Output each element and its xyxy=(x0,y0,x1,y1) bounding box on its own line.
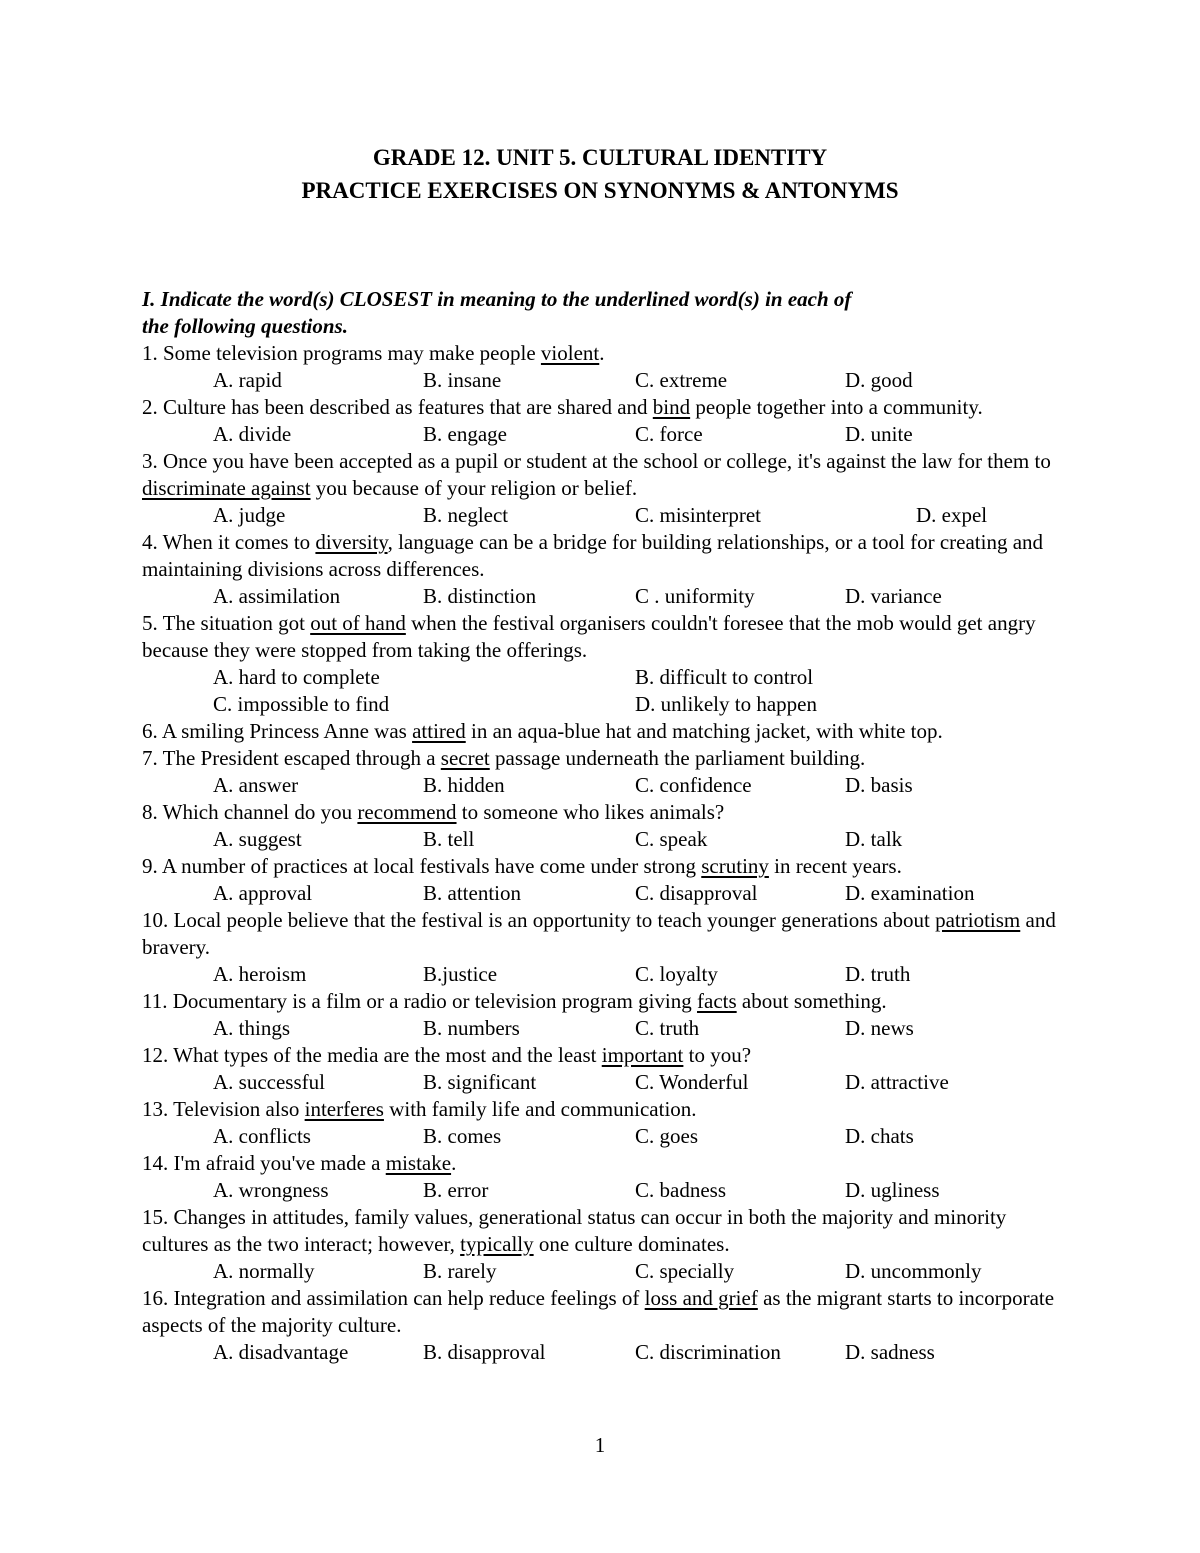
question-stem: 12. What types of the media are the most and the least xyxy=(142,1043,602,1067)
answer-option[interactable]: D. sadness xyxy=(845,1340,935,1364)
question-stem: 5. The situation got xyxy=(142,611,311,635)
answer-option[interactable]: D. truth xyxy=(845,962,911,986)
answer-option[interactable]: B. significant xyxy=(423,1070,537,1094)
question-item xyxy=(142,1204,1062,1285)
question-stem: 7. The President escaped through a xyxy=(142,746,441,770)
answer-option[interactable]: A. things xyxy=(213,1016,291,1040)
question-item xyxy=(142,1285,1062,1366)
question-text xyxy=(142,1150,1062,1177)
answer-option[interactable]: A. normally xyxy=(213,1259,315,1283)
answer-option[interactable]: B. rarely xyxy=(423,1259,497,1283)
answer-option[interactable]: D. basis xyxy=(845,773,913,797)
answer-option[interactable]: D. uncommonly xyxy=(845,1259,982,1283)
question-item xyxy=(142,1042,1062,1096)
question-stem-end: about something. xyxy=(736,989,887,1013)
answer-option[interactable]: A. assimilation xyxy=(213,584,341,608)
answer-option[interactable]: C. specially xyxy=(635,1259,735,1283)
question-text xyxy=(142,394,1062,421)
answer-option[interactable]: A. divide xyxy=(213,422,292,446)
question-item xyxy=(142,853,1062,907)
question-stem-end: people together into a community. xyxy=(690,395,983,419)
answer-option[interactable]: C. impossible to find xyxy=(213,692,390,716)
question-stem-end: . xyxy=(451,1151,457,1175)
question-text xyxy=(142,610,1062,664)
underlined-word: loss and grief xyxy=(644,1286,758,1310)
question-stem: 11. Documentary is a film or a radio or television program giving xyxy=(142,989,698,1013)
question-stem: 15. Changes in attitudes, family values, generational status can occur in both the majority and minority cultures as the two interact; however, xyxy=(142,1205,1007,1256)
question-stem-end: as the migrant starts to incorporate aspects of the majority culture. xyxy=(142,1286,1055,1337)
answer-option[interactable]: B. disapproval xyxy=(423,1340,546,1364)
underlined-word: mistake xyxy=(385,1151,452,1175)
answer-options xyxy=(142,1258,1062,1285)
underlined-word: interferes xyxy=(304,1097,384,1121)
question-stem-end: , language can be a bridge for building relationships, or a tool for creating and maintaining divisions across differences. xyxy=(142,530,1044,581)
answer-options xyxy=(142,1177,1062,1204)
underlined-word: discriminate against xyxy=(142,476,311,500)
answer-option[interactable]: D. good xyxy=(845,368,913,392)
answer-option[interactable]: C. loyalty xyxy=(635,962,718,986)
question-stem-end: you because of your religion or belief. xyxy=(310,476,638,500)
answer-option[interactable]: A. successful xyxy=(213,1070,325,1094)
question-text xyxy=(142,1042,1062,1069)
answer-option[interactable]: C. discrimination xyxy=(635,1340,781,1364)
question-stem-end: . xyxy=(599,341,605,365)
answer-options xyxy=(142,691,1062,718)
answer-options xyxy=(142,1339,1062,1366)
underlined-word: out of hand xyxy=(310,611,406,635)
answer-option[interactable]: B. difficult to control xyxy=(635,665,814,689)
answer-option[interactable]: B. comes xyxy=(423,1124,502,1148)
answer-option[interactable]: D. chats xyxy=(845,1124,914,1148)
question-item xyxy=(142,1150,1062,1204)
answer-options xyxy=(142,826,1062,853)
question-stem: 6. A smiling Princess Anne was xyxy=(142,719,413,743)
question-item xyxy=(142,745,1062,799)
question-text xyxy=(142,529,1062,583)
question-stem-end: and bravery. xyxy=(142,908,1056,959)
answer-options xyxy=(142,367,1062,394)
answer-option[interactable]: D. expel xyxy=(916,503,988,527)
answer-option[interactable]: C. goes xyxy=(635,1124,698,1148)
answer-option[interactable]: B. error xyxy=(423,1178,489,1202)
answer-option[interactable]: A. approval xyxy=(213,881,313,905)
section-instruction-line: the following questions. xyxy=(142,314,348,338)
answer-option[interactable]: C. misinterpret xyxy=(635,503,761,527)
answer-option[interactable]: D. examination xyxy=(845,881,975,905)
answer-option[interactable]: A. disadvantage xyxy=(213,1340,349,1364)
answer-option[interactable]: C . uniformity xyxy=(635,584,755,608)
answer-option[interactable]: D. talk xyxy=(845,827,903,851)
answer-option[interactable]: B. insane xyxy=(423,368,502,392)
answer-option[interactable]: B. hidden xyxy=(423,773,505,797)
question-item xyxy=(142,529,1062,610)
answer-option[interactable]: D. news xyxy=(845,1016,914,1040)
answer-option[interactable]: C. truth xyxy=(635,1016,700,1040)
question-stem-end: in recent years. xyxy=(768,854,902,878)
section-instruction xyxy=(142,286,1062,340)
answer-option[interactable]: A. hard to complete xyxy=(213,665,380,689)
answer-option[interactable]: B. engage xyxy=(423,422,507,446)
answer-option[interactable]: C. disapproval xyxy=(635,881,758,905)
question-text xyxy=(142,799,1062,826)
answer-option[interactable]: C. force xyxy=(635,422,703,446)
question-text xyxy=(142,1096,1062,1123)
answer-options xyxy=(142,664,1062,691)
answer-option[interactable]: A. wrongness xyxy=(213,1178,329,1202)
answer-option[interactable]: D. variance xyxy=(845,584,942,608)
answer-option[interactable]: C. confidence xyxy=(635,773,752,797)
question-stem-end: one culture dominates. xyxy=(533,1232,730,1256)
answer-option[interactable]: D. unlikely to happen xyxy=(635,692,817,716)
question-text xyxy=(142,907,1062,961)
answer-option[interactable]: B. neglect xyxy=(423,503,509,527)
answer-option[interactable]: D. unite xyxy=(845,422,913,446)
underlined-word: scrutiny xyxy=(701,854,769,878)
question-stem-end: to someone who likes animals? xyxy=(456,800,725,824)
question-item xyxy=(142,448,1062,529)
answer-option[interactable]: C. badness xyxy=(635,1178,726,1202)
answer-option[interactable]: B.justice xyxy=(423,962,498,986)
answer-option[interactable]: B. numbers xyxy=(423,1016,520,1040)
question-stem: 4. When it comes to xyxy=(142,530,316,554)
question-item xyxy=(142,1096,1062,1150)
answer-options xyxy=(142,1069,1062,1096)
question-text xyxy=(142,1204,1062,1258)
section-instruction-line: I. Indicate the word(s) CLOSEST in meaning to the underlined word(s) in each of xyxy=(142,287,852,311)
answer-option[interactable]: B. distinction xyxy=(423,584,537,608)
question-item xyxy=(142,340,1062,394)
underlined-word: typically xyxy=(460,1232,534,1256)
question-stem: 16. Integration and assimilation can help reduce feelings of xyxy=(142,1286,645,1310)
document-subtitle: PRACTICE EXERCISES ON SYNONYMS & ANTONYMS xyxy=(301,178,899,203)
answer-options xyxy=(142,772,1062,799)
answer-option[interactable]: C. Wonderful xyxy=(635,1070,749,1094)
question-stem-end: passage underneath the parliament building. xyxy=(489,746,866,770)
underlined-word: facts xyxy=(697,989,737,1013)
question-stem: 13. Television also xyxy=(142,1097,305,1121)
question-text xyxy=(142,988,1062,1015)
answer-option[interactable]: A. heroism xyxy=(213,962,307,986)
question-stem-end: with family life and communication. xyxy=(383,1097,697,1121)
answer-options xyxy=(142,421,1062,448)
question-stem-end: in an aqua-blue hat and matching jacket, with white top. xyxy=(465,719,943,743)
question-text xyxy=(142,340,1062,367)
question-text xyxy=(142,745,1062,772)
underlined-word: important xyxy=(601,1043,684,1067)
answer-option[interactable]: A. conflicts xyxy=(213,1124,311,1148)
answer-options xyxy=(142,880,1062,907)
underlined-word: recommend xyxy=(357,800,457,824)
underlined-word: diversity xyxy=(315,530,388,554)
question-item xyxy=(142,394,1062,448)
answer-option[interactable]: B. attention xyxy=(423,881,521,905)
question-stem: 8. Which channel do you xyxy=(142,800,358,824)
question-text xyxy=(142,853,1062,880)
question-stem: 10. Local people believe that the festival is an opportunity to teach younger generations about xyxy=(142,908,936,932)
question-text xyxy=(142,1285,1062,1339)
underlined-word: secret xyxy=(440,746,490,770)
answer-option[interactable]: C. extreme xyxy=(635,368,728,392)
answer-option[interactable]: A. answer xyxy=(213,773,299,797)
question-stem: 2. Culture has been described as features that are shared and xyxy=(142,395,653,419)
question-stem: 1. Some television programs may make people xyxy=(142,341,541,365)
answer-option[interactable]: A. judge xyxy=(213,503,286,527)
question-text xyxy=(142,448,1062,502)
answer-option[interactable]: C. speak xyxy=(635,827,708,851)
question-item xyxy=(142,988,1062,1042)
question-text xyxy=(142,718,1062,745)
underlined-word: attired xyxy=(412,719,466,743)
page-number: 1 xyxy=(594,1433,606,1457)
answer-options xyxy=(142,583,1062,610)
answer-option[interactable]: D. attractive xyxy=(845,1070,949,1094)
question-item xyxy=(142,907,1062,988)
question-stem-end: when the festival organisers couldn't foresee that the mob would get angry because they were stopped from taking the offerings. xyxy=(142,611,1036,662)
underlined-word: bind xyxy=(652,395,691,419)
exercise-content xyxy=(142,286,1062,1366)
underlined-word: violent xyxy=(540,341,600,365)
answer-options xyxy=(142,1015,1062,1042)
question-item xyxy=(142,610,1062,718)
answer-options xyxy=(142,1123,1062,1150)
question-stem: 14. I'm afraid you've made a xyxy=(142,1151,386,1175)
answer-options xyxy=(142,961,1062,988)
question-list xyxy=(142,340,1062,1366)
question-item xyxy=(142,718,1062,745)
question-stem: 9. A number of practices at local festivals have come under strong xyxy=(142,854,702,878)
answer-option[interactable]: A. suggest xyxy=(213,827,302,851)
question-stem-end: to you? xyxy=(683,1043,752,1067)
question-stem: 3. Once you have been accepted as a pupil or student at the school or college, it's against the law for them to xyxy=(142,449,1051,473)
document-title: GRADE 12. UNIT 5. CULTURAL IDENTITY xyxy=(372,145,828,170)
question-item xyxy=(142,799,1062,853)
answer-option[interactable]: A. rapid xyxy=(213,368,282,392)
answer-options xyxy=(142,502,1062,529)
underlined-word: patriotism xyxy=(935,908,1021,932)
answer-option[interactable]: D. ugliness xyxy=(845,1178,940,1202)
answer-option[interactable]: B. tell xyxy=(423,827,475,851)
